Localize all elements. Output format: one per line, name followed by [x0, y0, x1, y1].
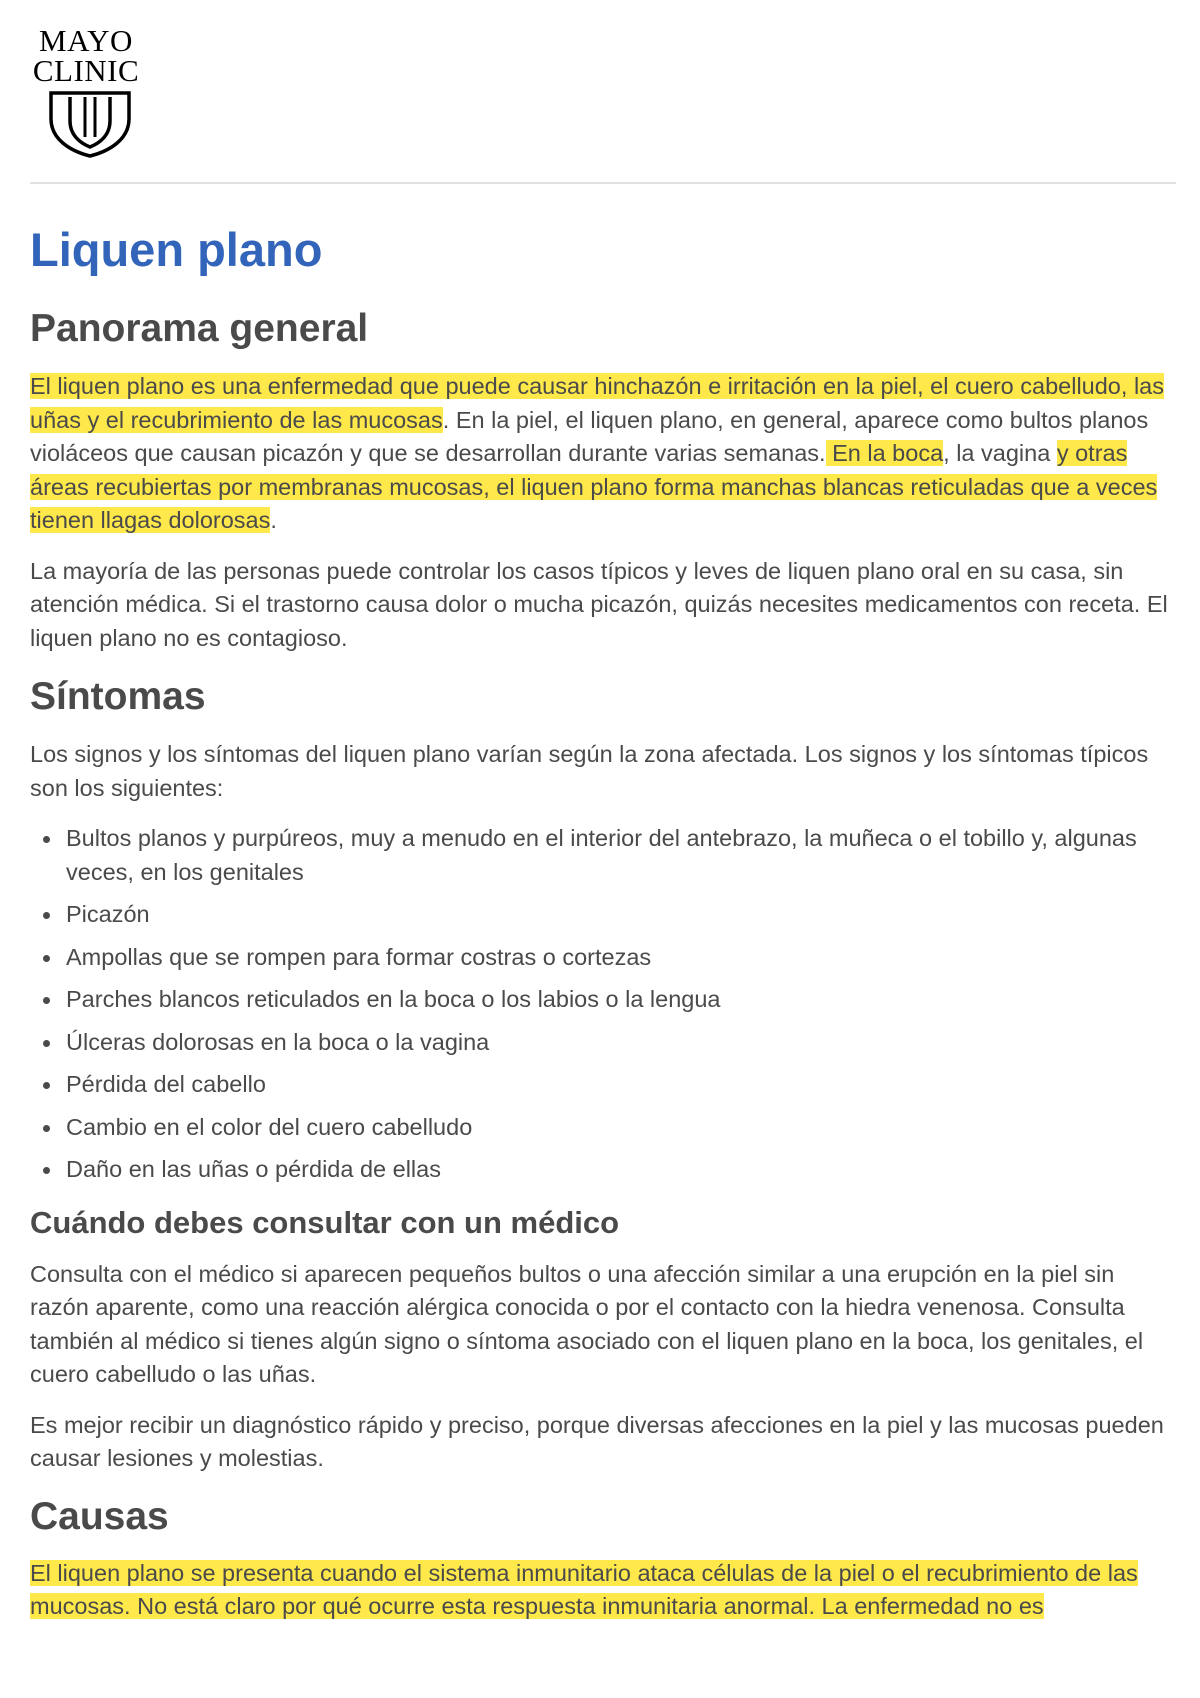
- bullet-icon: [43, 836, 50, 843]
- list-item-text: Ampollas que se rompen para formar costras o cortezas: [66, 943, 652, 970]
- highlighted-text: El liquen plano es una enfermedad que puede causar hinchazón e irritación en la piel, el cuero cabelludo, las uñas y el recubrimiento de las mucosas: [30, 373, 1164, 433]
- overview-paragraph-1: [30, 370, 1176, 538]
- list-item: [66, 1111, 1176, 1145]
- paragraph-text: , la vagina: [943, 440, 1057, 466]
- doctor-paragraph-2: Es mejor recibir un diagnóstico rápido y preciso, porque diversas afecciones en la piel y las mucosas pueden causar lesiones y molestias.: [30, 1411, 1164, 1471]
- list-item: [66, 983, 1176, 1017]
- list-item: [66, 1026, 1176, 1060]
- bullet-icon: [43, 997, 50, 1004]
- symptoms-intro: Los signos y los síntomas del liquen plano varían según la zona afectada. Los signos y los síntomas típicos son los siguientes:: [30, 741, 1149, 801]
- list-item-text: Parches blancos reticulados en la boca o los labios o la lengua: [66, 986, 721, 1012]
- overview-paragraph-2: La mayoría de las personas puede controlar los casos típicos y leves de liquen plano oral en su casa, sin atención médica. Si el trastorno causa dolor o mucha picazón, quizás necesites medicamentos con receta. El liquen plano no es contagioso.: [30, 557, 1168, 651]
- list-item: [66, 941, 1176, 975]
- logo-line-2: CLINIC: [32, 53, 140, 88]
- paragraph-text: . En la piel, el liquen plano, en general, aparece como bultos planos violáceos que causan picazón y que se desarrollan durante varias semanas.: [30, 406, 1149, 466]
- bullet-icon: [43, 1167, 50, 1174]
- highlighted-text: En la boca: [825, 440, 944, 466]
- paragraph-text: .: [270, 507, 277, 533]
- logo-line-1: MAYO: [39, 23, 133, 58]
- list-item: [66, 822, 1176, 889]
- bullet-icon: [43, 1040, 50, 1047]
- section-heading-causes: Causas: [30, 1494, 169, 1538]
- list-item: [66, 898, 1176, 932]
- bullet-icon: [43, 955, 50, 962]
- list-item-text: Pérdida del cabello: [66, 1071, 266, 1097]
- list-item-text: Cambio en el color del cuero cabelludo: [66, 1113, 473, 1140]
- section-heading-doctor: Cuándo debes consultar con un médico: [30, 1204, 620, 1240]
- page-title: Liquen plano: [30, 223, 323, 276]
- section-heading-symptoms: Síntomas: [30, 675, 206, 718]
- doctor-paragraph-1: Consulta con el médico si aparecen pequeños bultos o una afección similar a una erupción en la piel sin razón aparente, como una reacción alérgica conocida o por el contacto con la hiedra venenosa. Consulta también al médico si tienes algún signo o síntoma asociado con el liquen plano en la boca, los genitales, el cuero cabelludo o las uñas.: [30, 1260, 1144, 1387]
- list-item: [66, 1153, 1176, 1187]
- highlighted-text: y otras áreas recubiertas por membranas mucosas, el liquen plano forma manchas blancas reticuladas que a veces tienen llagas dolorosas: [30, 440, 1158, 533]
- list-item: [66, 1068, 1176, 1102]
- causes-paragraph-1: [30, 1557, 1176, 1624]
- highlighted-text: El liquen plano se presenta cuando el sistema inmunitario ataca células de la piel o el recubrimiento de las mucosas. No está claro por qué ocurre esta respuesta inmunitaria anormal. La enfermedad no es: [30, 1559, 1138, 1619]
- bullet-icon: [43, 912, 50, 919]
- list-item-text: Daño en las uñas o pérdida de ellas: [66, 1156, 441, 1182]
- bullet-icon: [43, 1082, 50, 1089]
- list-item-text: Úlceras dolorosas en la boca o la vagina: [66, 1028, 490, 1055]
- list-item-text: Picazón: [66, 901, 150, 927]
- article: [30, 222, 1176, 1624]
- section-heading-overview: Panorama general: [30, 307, 369, 350]
- bullet-icon: [43, 1125, 50, 1132]
- header-divider: [30, 182, 1176, 184]
- shield-logo-icon: [48, 89, 132, 159]
- list-item-text: Bultos planos y purpúreos, muy a menudo en el interior del antebrazo, la muñeca o el tobillo y, algunas veces, en los genitales: [66, 825, 1137, 885]
- mayo-clinic-logo: [28, 23, 158, 161]
- symptoms-list: [30, 822, 1176, 1187]
- logo-wordmark: [26, 23, 146, 88]
